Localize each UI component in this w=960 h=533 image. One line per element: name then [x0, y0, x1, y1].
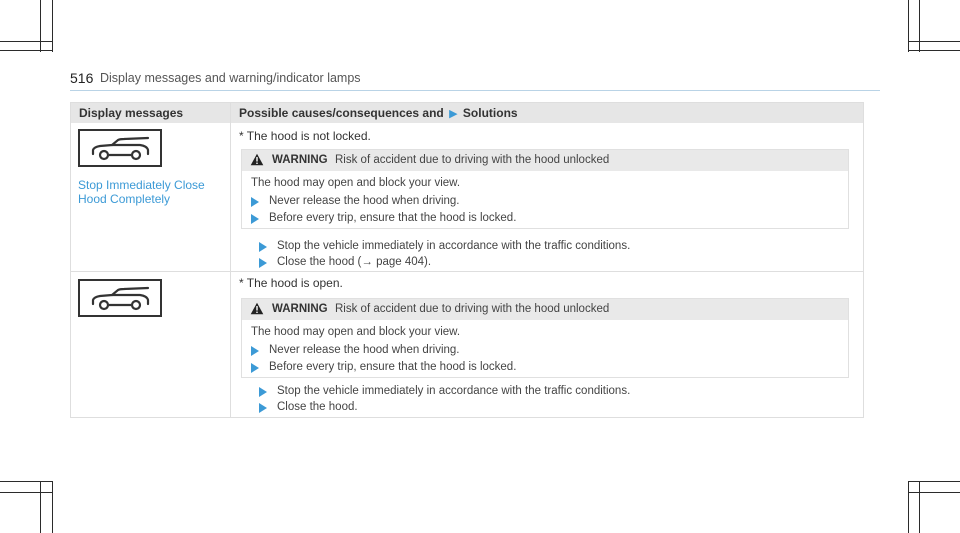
crop-mark — [52, 481, 53, 533]
bullet-arrow-icon — [251, 214, 259, 224]
crop-mark — [0, 41, 52, 42]
crop-mark — [0, 492, 52, 493]
col-header-solutions-text: Solutions — [462, 106, 518, 120]
bullet-arrow-icon — [259, 387, 267, 397]
page-header — [70, 70, 880, 92]
crop-mark — [40, 481, 41, 533]
bullet-arrow-icon — [259, 403, 267, 413]
col-header-causes-text: Possible causes/consequences and — [239, 106, 444, 120]
crop-mark — [908, 481, 909, 533]
bullet-arrow-icon — [259, 242, 267, 252]
cause-text: * The hood is not locked. — [239, 129, 371, 143]
hood-open-car-icon — [78, 279, 162, 317]
warning-title: Risk of accident due to driving with the hood unlocked — [335, 154, 610, 166]
page-number: 516 — [70, 70, 94, 86]
col-header-causes — [239, 106, 518, 120]
header-rule — [70, 90, 880, 91]
bullet-arrow-icon — [251, 363, 259, 373]
crop-mark — [0, 50, 52, 51]
warning-triangle-icon — [250, 153, 264, 166]
crop-mark — [908, 492, 960, 493]
warning-label: WARNING — [272, 154, 328, 166]
column-divider — [230, 103, 231, 417]
hood-open-car-icon — [78, 129, 162, 167]
row-divider — [71, 271, 863, 272]
crop-mark — [52, 0, 53, 52]
warning-header — [242, 150, 848, 171]
warning-title: Risk of accident due to driving with the hood unlocked — [335, 303, 610, 315]
crop-mark — [908, 41, 960, 42]
warning-triangle-icon — [250, 302, 264, 315]
warning-body: The hood may open and block your view. — [251, 326, 461, 338]
cause-text: * The hood is open. — [239, 276, 343, 290]
warning-label: WARNING — [272, 303, 328, 315]
crop-mark — [908, 481, 960, 482]
bullet-arrow-icon — [251, 346, 259, 356]
warning-body: The hood may open and block your view. — [251, 177, 461, 189]
page-title: Display messages and warning/indicator lamps — [100, 71, 361, 85]
display-message-text: Stop Immediately Close Hood Completely — [78, 178, 205, 206]
table-header — [71, 103, 863, 123]
warning-box: WARNING Risk of accident due to driving with the hood unlocked The hood may open and block your view. Never release the hood when driving. Before every trip, ensure that the hood is locked. — [241, 149, 849, 229]
warning-header — [242, 299, 848, 320]
warning-box: WARNING Risk of accident due to driving with the hood unlocked The hood may open and block your view. Never release the hood when driving. Before every trip, ensure that the hood is locked. — [241, 298, 849, 378]
crop-mark — [908, 0, 909, 52]
crop-mark — [919, 0, 920, 52]
crop-mark — [40, 0, 41, 52]
crop-mark — [908, 50, 960, 51]
col-header-display-messages: Display messages — [79, 106, 184, 120]
bullet-arrow-icon — [251, 197, 259, 207]
display-messages-table: Display messages Possible causes/consequences and ▶ Solutions Stop Immediately Close Hood Completely * The hood is not locked. WARNING Risk of accident due to driving with the hood unlocked The hood may open and block your view. Never release the hood when driving. Before every trip, ensure that the hood is locked. Stop the vehicle immediately in accordance with the traffic conditions. Close the hood (→ page 404). * The hood is open. WARNING Risk of accident due to driving with the hood unlocked The hood may open and block your view. Never release the hood when driving. Before every trip, ensure that the hood is locked. Stop the vehicle immediately in accordance with the traffic conditions. Close the hood. — [70, 102, 864, 418]
bullet-arrow-icon — [259, 258, 267, 268]
solution-arrow-icon: ▶ — [449, 108, 458, 120]
crop-mark — [919, 481, 920, 533]
crop-mark — [0, 481, 52, 482]
